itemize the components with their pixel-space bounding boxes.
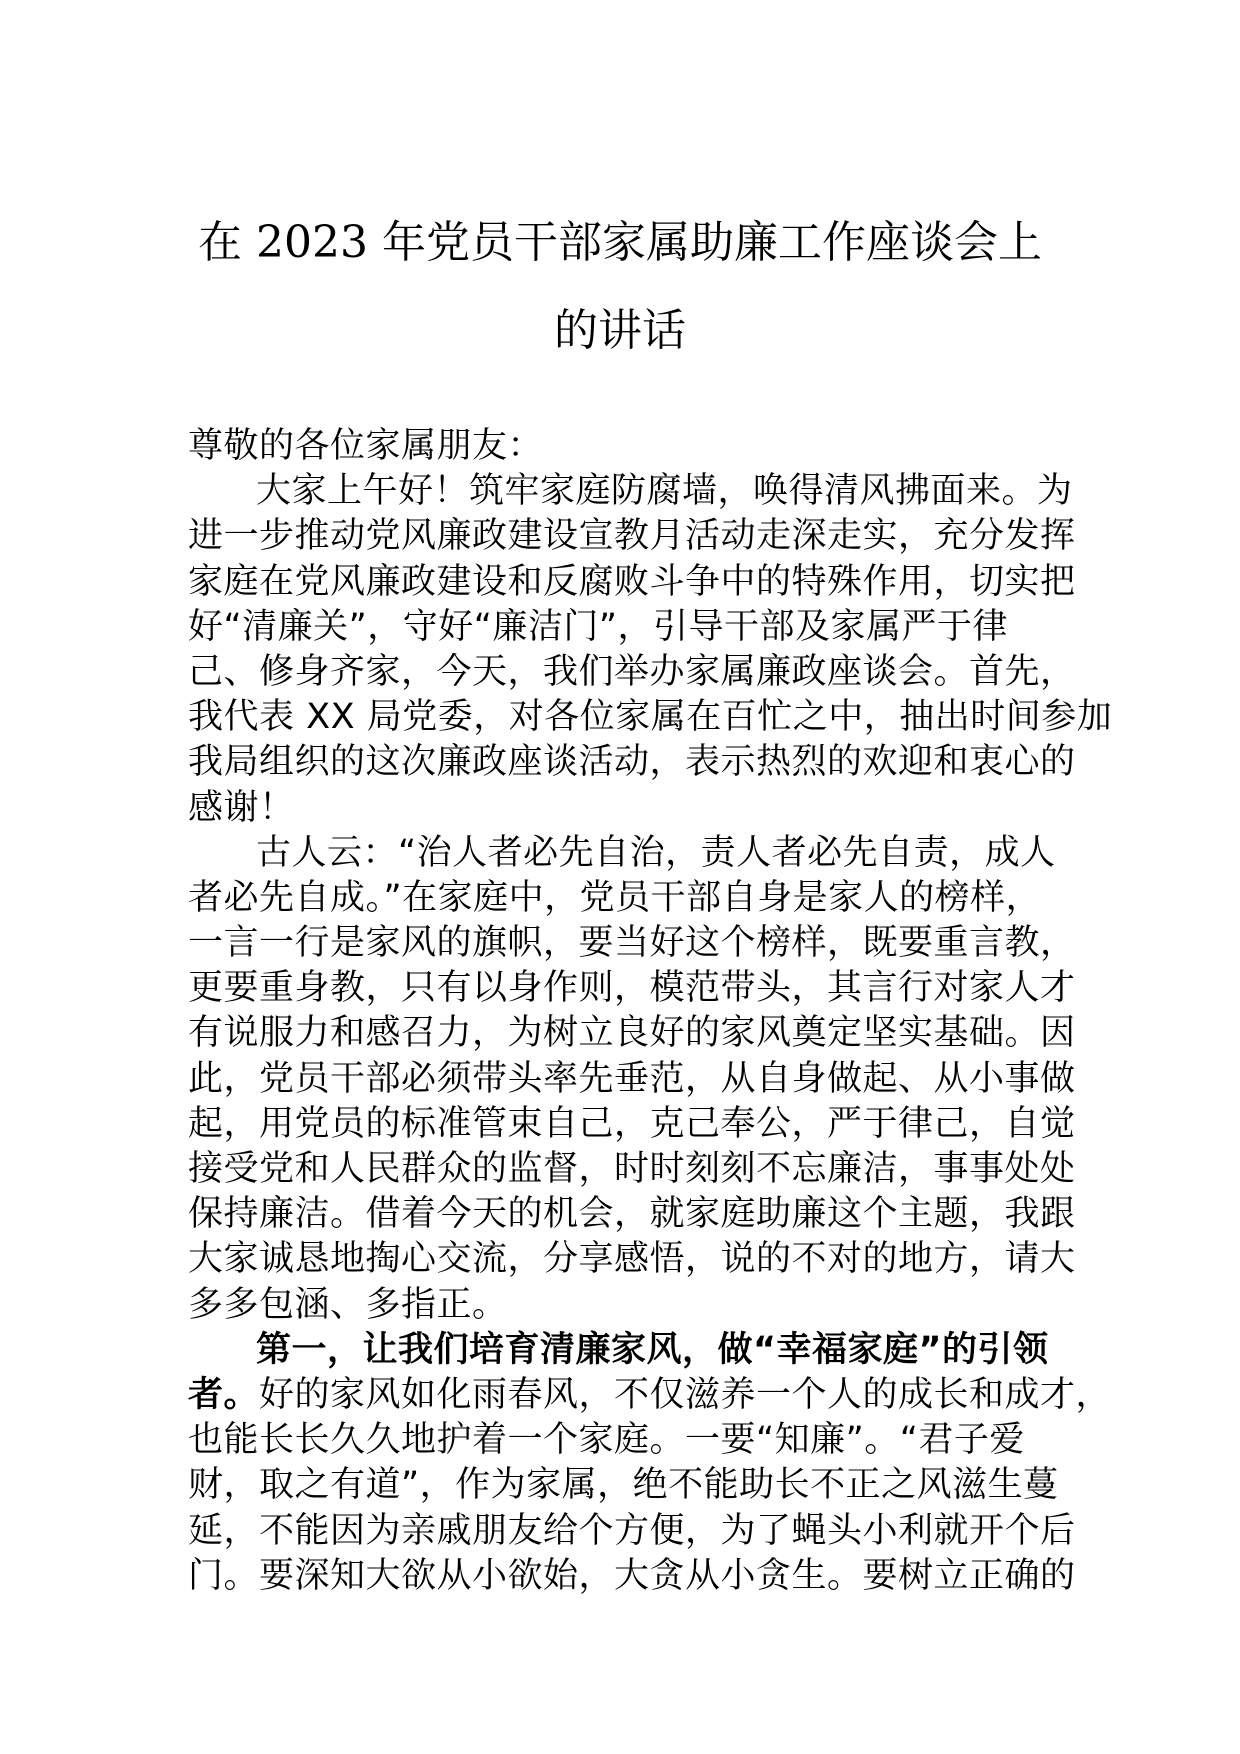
paragraph-3-line: 门。要深知大欲从小欲始，大贪从小贪生。要树立正确的 (188, 1555, 1076, 1596)
paragraph-1-line: 己、修身齐家，今天，我们举办家属廉政座谈会。首先， (188, 651, 1076, 692)
document-body (188, 424, 1113, 1599)
document-title-line-2: 的讲话 (554, 305, 686, 356)
paragraph-2-line: 更要重身教，只有以身作则，模范带头，其言行对家人才 (188, 968, 1076, 1009)
paragraph-2-line: 接受党和人民群众的监督，时时刻刻不忘廉洁，事事处处 (188, 1149, 1076, 1189)
paragraph-3-line: 延，不能因为亲戚朋友给个方便，为了蝇头小利就开个后 (188, 1510, 1076, 1551)
paragraph-1-line: 进一步推动党风廉政建设宣教月活动走深走实，充分发挥 (188, 516, 1076, 557)
paragraph-3-line: 财，取之有道”，作为家属，绝不能助长不正之风滋生蔓 (188, 1465, 1059, 1506)
document-title-line-1: 在 2023 年党员干部家属助廉工作座谈会上 (198, 217, 1042, 268)
paragraph-1-line: 家庭在党风廉政建设和反腐败斗争中的特殊作用，切实把 (188, 561, 1076, 602)
paragraph-1-line: 感谢！ (188, 787, 295, 828)
paragraph-2-line: 者必先自成。”在家庭中，党员干部自身是家人的榜样， (188, 877, 1042, 918)
mixed-heading-line (188, 1373, 1112, 1418)
paragraph-2-line: 保持廉洁。借着今天的机会，就家庭助廉这个主题，我跟 (188, 1194, 1076, 1235)
paragraph-1-line: 我代表 XX 局党委，对各位家属在百忙之中，抽出时间参加 (188, 697, 1113, 738)
paragraph-2-line: 大家诚恳地掏心交流，分享感悟，说的不对的地方，请大 (188, 1239, 1076, 1280)
paragraph-3-text: 好的家风如化雨春风，不仅滋养一个人的成长和成才， (259, 1374, 1112, 1415)
paragraph-1-line: 大家上午好！筑牢家庭防腐墙，唤得清风拂面来。为 (256, 471, 1073, 512)
paragraph-2-line: 起，用党员的标准管束自己，克己奉公，严于律己，自觉 (188, 1103, 1076, 1144)
paragraph-1-line: 好“清廉关”，守好“廉洁门”，引导干部及家属严于律 (188, 606, 1009, 647)
paragraph-2-line: 此，党员干部必须带头率先垂范，从自身做起、从小事做 (188, 1058, 1076, 1099)
paragraph-1-line: 我局组织的这次廉政座谈活动，表示热烈的欢迎和衷心的 (188, 742, 1076, 783)
paragraph-2-line: 有说服力和感召力，为树立良好的家风奠定坚实基础。因 (188, 1013, 1076, 1054)
paragraph-2-line: 多多包涵、多指正。 (188, 1284, 508, 1325)
section-heading-line: 第一，让我们培育清廉家风，做“幸福家庭”的引领 (256, 1329, 1049, 1370)
paragraph-2-line: 古人云：“治人者必先自治，责人者必先自责，成人 (256, 832, 1056, 873)
paragraph-3-line: 也能长长久久地护着一个家庭。一要“知廉”。“君子爱 (188, 1420, 1025, 1461)
paragraph-2-line: 一言一行是家风的旗帜，要当好这个榜样，既要重言教， (188, 923, 1076, 964)
salutation-line: 尊敬的各位家属朋友： (188, 426, 544, 466)
section-heading-end: 者。 (188, 1374, 260, 1415)
